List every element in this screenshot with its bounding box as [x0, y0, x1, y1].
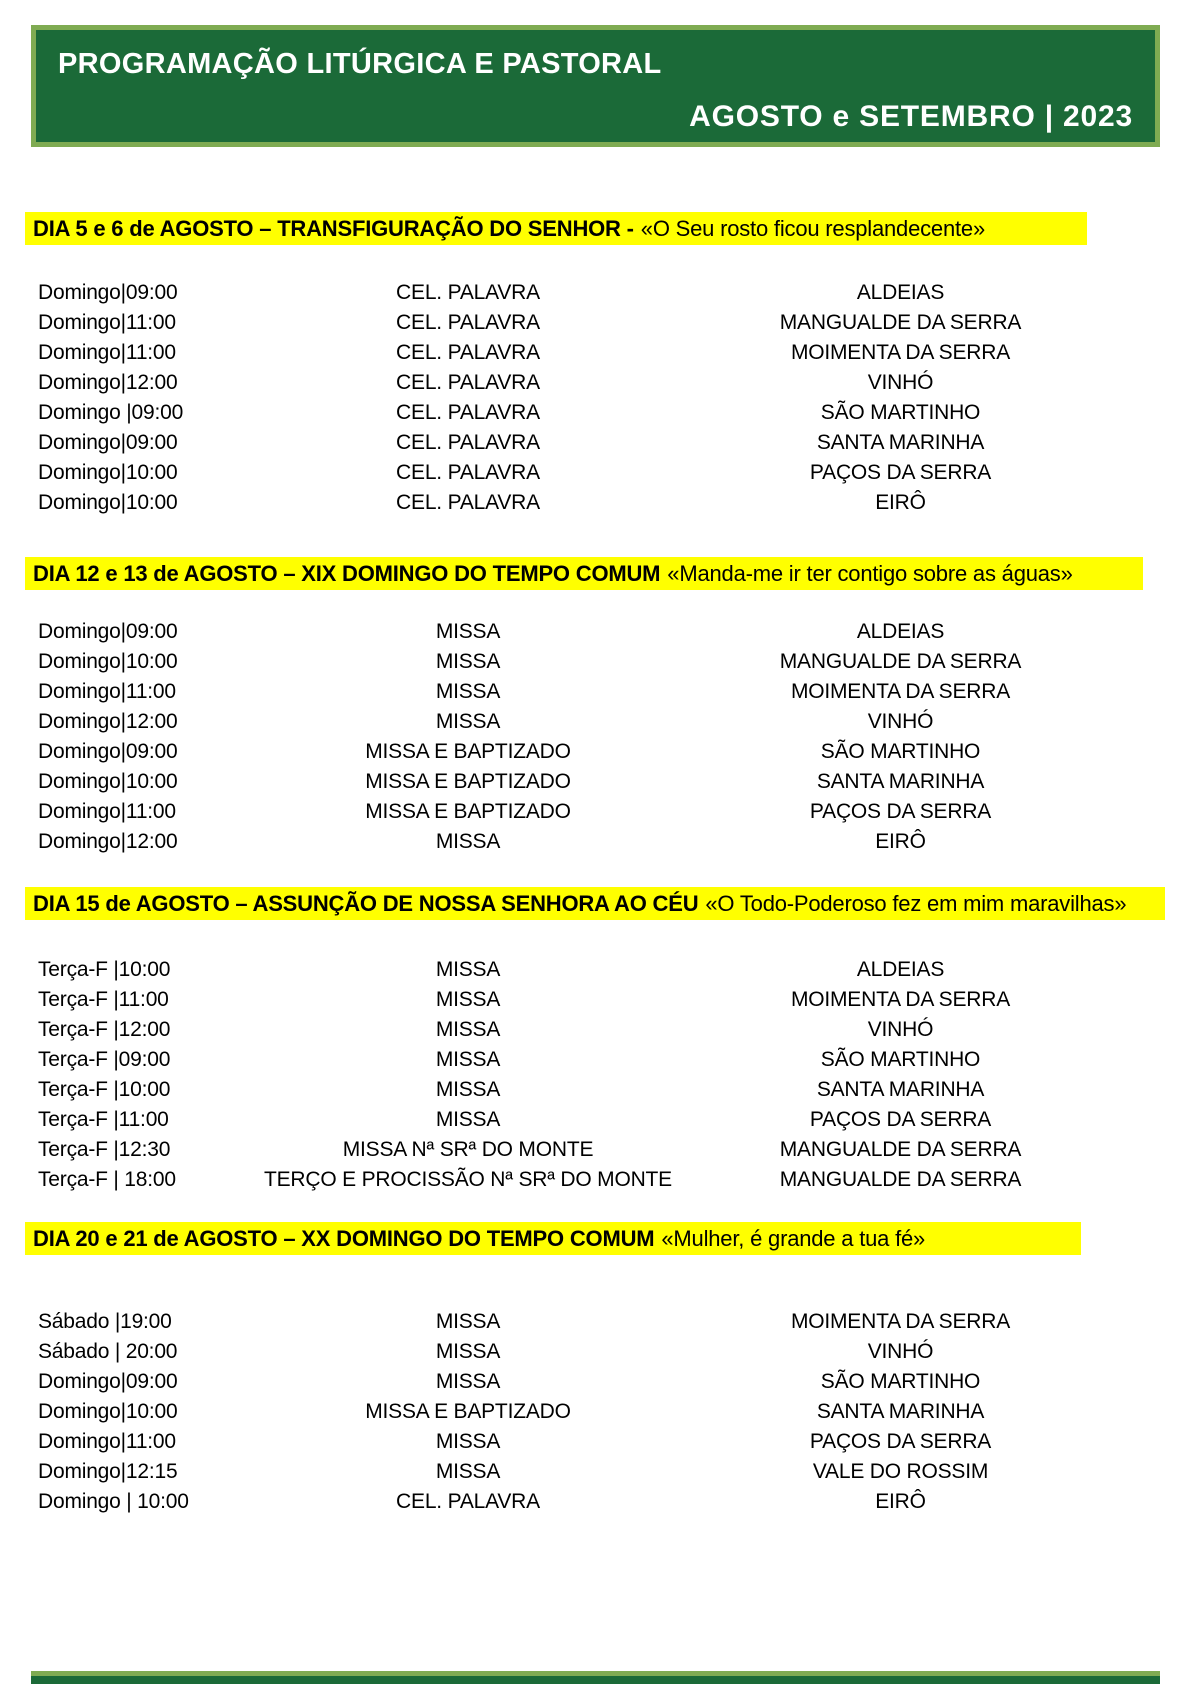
- schedule-row: [38, 398, 1108, 428]
- row-day-time: Domingo|10:00: [38, 770, 178, 793]
- schedule-row: [38, 278, 1108, 308]
- row-location: MANGUALDE DA SERRA: [779, 650, 1022, 673]
- schedule-row: [38, 1165, 1108, 1195]
- row-day-time: Terça-F |11:00: [38, 1108, 169, 1131]
- row-day-time: Domingo|11:00: [38, 311, 176, 334]
- row-celebration: MISSA E BAPTIZADO: [365, 770, 571, 793]
- row-location: SÃO MARTINHO: [820, 1048, 981, 1071]
- row-location: MOIMENTA DA SERRA: [790, 988, 1011, 1011]
- schedule-row: [38, 338, 1108, 368]
- row-location: VALE DO ROSSIM: [812, 1460, 989, 1483]
- row-celebration: CEL. PALAVRA: [396, 371, 540, 394]
- schedule-row: [38, 797, 1108, 827]
- page-title: PROGRAMAÇÃO LITÚRGICA E PASTORAL: [58, 48, 662, 80]
- row-location: SÃO MARTINHO: [820, 1370, 981, 1393]
- schedule-row: [38, 368, 1108, 398]
- row-celebration: CEL. PALAVRA: [396, 401, 540, 424]
- section-heading-quote: «Mulher, é grande a tua fé»: [661, 1226, 926, 1251]
- section-heading-title: DIA 5 e 6 de AGOSTO – TRANSFIGURAÇÃO DO SENHOR -: [33, 216, 634, 241]
- row-day-time: Domingo|11:00: [38, 1430, 176, 1453]
- section-heading: [25, 1222, 1081, 1255]
- row-day-time: Terça-F |11:00: [38, 988, 169, 1011]
- row-celebration: MISSA: [435, 1310, 501, 1333]
- row-location: MOIMENTA DA SERRA: [790, 680, 1011, 703]
- schedule-row: [38, 1457, 1108, 1487]
- row-location: MOIMENTA DA SERRA: [790, 1310, 1011, 1333]
- row-location: SANTA MARINHA: [816, 431, 985, 454]
- header-period: AGOSTO e SETEMBRO | 2023: [689, 100, 1133, 133]
- section-heading-quote: «O Seu rosto ficou resplandecente»: [640, 216, 985, 241]
- section-heading-quote: «O Todo-Poderoso fez em mim maravilhas»: [705, 891, 1127, 916]
- section-rows: [38, 278, 1108, 518]
- row-location: SANTA MARINHA: [816, 770, 985, 793]
- row-celebration: CEL. PALAVRA: [396, 461, 540, 484]
- row-day-time: Domingo|11:00: [38, 800, 176, 823]
- row-location: MANGUALDE DA SERRA: [779, 311, 1022, 334]
- schedule-row: [38, 1427, 1108, 1457]
- row-celebration: CEL. PALAVRA: [396, 341, 540, 364]
- row-day-time: Domingo|11:00: [38, 341, 176, 364]
- row-day-time: Domingo|10:00: [38, 491, 178, 514]
- row-day-time: Domingo|09:00: [38, 431, 178, 454]
- section-heading-title: DIA 15 de AGOSTO – ASSUNÇÃO DE NOSSA SENHORA AO CÉU: [33, 891, 699, 916]
- row-location: PAÇOS DA SERRA: [809, 1430, 992, 1453]
- row-day-time: Terça-F |10:00: [38, 1078, 171, 1101]
- schedule-row: [38, 1075, 1108, 1105]
- schedule-row: [38, 647, 1108, 677]
- row-day-time: Domingo|10:00: [38, 1400, 178, 1423]
- row-celebration: CEL. PALAVRA: [396, 311, 540, 334]
- schedule-row: [38, 1337, 1108, 1367]
- row-day-time: Domingo|09:00: [38, 740, 178, 763]
- row-day-time: Terça-F |09:00: [38, 1048, 171, 1071]
- row-day-time: Domingo|11:00: [38, 680, 176, 703]
- row-day-time: Sábado |19:00: [38, 1310, 172, 1333]
- schedule-row: [38, 827, 1108, 857]
- section-heading: [25, 212, 1087, 245]
- schedule-row: [38, 677, 1108, 707]
- row-celebration: CEL. PALAVRA: [396, 491, 540, 514]
- row-celebration: MISSA E BAPTIZADO: [365, 800, 571, 823]
- header-banner: [31, 25, 1160, 147]
- next-page-banner-edge: [31, 1671, 1160, 1684]
- row-location: VINHÓ: [867, 1340, 934, 1363]
- row-celebration: MISSA: [435, 1460, 501, 1483]
- row-celebration: CEL. PALAVRA: [396, 431, 540, 454]
- row-location: PAÇOS DA SERRA: [809, 800, 992, 823]
- row-location: PAÇOS DA SERRA: [809, 1108, 992, 1131]
- row-day-time: Terça-F |12:30: [38, 1138, 171, 1161]
- row-celebration: MISSA E BAPTIZADO: [365, 1400, 571, 1423]
- row-celebration: MISSA: [435, 650, 501, 673]
- schedule-row: [38, 308, 1108, 338]
- row-celebration: MISSA: [435, 1018, 501, 1041]
- schedule-row: [38, 1045, 1108, 1075]
- row-day-time: Domingo | 10:00: [38, 1490, 189, 1513]
- row-celebration: MISSA: [435, 988, 501, 1011]
- row-location: PAÇOS DA SERRA: [809, 461, 992, 484]
- schedule-row: [38, 1105, 1108, 1135]
- row-location: EIRÔ: [875, 1490, 926, 1513]
- row-day-time: Domingo|10:00: [38, 650, 178, 673]
- section-heading-title: DIA 20 e 21 de AGOSTO – XX DOMINGO DO TEMPO COMUM: [33, 1226, 655, 1251]
- section-heading-title: DIA 12 e 13 de AGOSTO – XIX DOMINGO DO TEMPO COMUM: [33, 561, 661, 586]
- row-celebration: MISSA: [435, 1430, 501, 1453]
- row-location: MOIMENTA DA SERRA: [790, 341, 1011, 364]
- section-heading: [25, 887, 1165, 920]
- schedule-row: [38, 955, 1108, 985]
- row-celebration: CEL. PALAVRA: [396, 281, 540, 304]
- row-location: VINHÓ: [867, 1018, 934, 1041]
- section-rows: [38, 1307, 1108, 1517]
- row-location: VINHÓ: [867, 710, 934, 733]
- schedule-row: [38, 488, 1108, 518]
- row-celebration: MISSA: [435, 1340, 501, 1363]
- schedule-row: [38, 458, 1108, 488]
- section-rows: [38, 617, 1108, 857]
- row-location: MANGUALDE DA SERRA: [779, 1168, 1022, 1191]
- row-location: ALDEIAS: [856, 958, 945, 981]
- row-day-time: Domingo|09:00: [38, 620, 178, 643]
- row-celebration: MISSA: [435, 1048, 501, 1071]
- row-location: VINHÓ: [867, 371, 934, 394]
- row-celebration: TERÇO E PROCISSÃO Nª SRª DO MONTE: [264, 1168, 672, 1191]
- schedule-row: [38, 428, 1108, 458]
- row-celebration: MISSA: [435, 1078, 501, 1101]
- schedule-row: [38, 1487, 1108, 1517]
- section-rows: [38, 955, 1108, 1195]
- row-celebration: MISSA: [435, 710, 501, 733]
- row-celebration: MISSA Nª SRª DO MONTE: [342, 1138, 594, 1161]
- row-day-time: Domingo|09:00: [38, 281, 178, 304]
- row-celebration: MISSA: [435, 1370, 501, 1393]
- row-day-time: Terça-F |10:00: [38, 958, 171, 981]
- row-day-time: Domingo |09:00: [38, 401, 184, 424]
- row-day-time: Terça-F | 18:00: [38, 1168, 176, 1191]
- schedule-row: [38, 985, 1108, 1015]
- row-day-time: Domingo|12:00: [38, 830, 178, 853]
- row-location: ALDEIAS: [856, 281, 945, 304]
- row-location: SÃO MARTINHO: [820, 401, 981, 424]
- schedule-row: [38, 1135, 1108, 1165]
- row-celebration: MISSA: [435, 620, 501, 643]
- row-location: ALDEIAS: [856, 620, 945, 643]
- schedule-row: [38, 1015, 1108, 1045]
- row-day-time: Domingo|12:00: [38, 371, 178, 394]
- row-day-time: Domingo|12:00: [38, 710, 178, 733]
- section-heading-quote: «Manda-me ir ter contigo sobre as águas»: [667, 561, 1073, 586]
- row-location: SANTA MARINHA: [816, 1078, 985, 1101]
- schedule-row: [38, 1307, 1108, 1337]
- schedule-row: [38, 1397, 1108, 1427]
- row-location: MANGUALDE DA SERRA: [779, 1138, 1022, 1161]
- row-celebration: MISSA E BAPTIZADO: [365, 740, 571, 763]
- schedule-row: [38, 737, 1108, 767]
- row-day-time: Sábado | 20:00: [38, 1340, 178, 1363]
- schedule-row: [38, 1367, 1108, 1397]
- row-location: SÃO MARTINHO: [820, 740, 981, 763]
- row-day-time: Domingo|10:00: [38, 461, 178, 484]
- row-celebration: MISSA: [435, 680, 501, 703]
- row-location: EIRÔ: [875, 830, 926, 853]
- row-celebration: CEL. PALAVRA: [396, 1490, 540, 1513]
- row-celebration: MISSA: [435, 830, 501, 853]
- schedule-row: [38, 707, 1108, 737]
- row-location: EIRÔ: [875, 491, 926, 514]
- row-celebration: MISSA: [435, 1108, 501, 1131]
- schedule-row: [38, 617, 1108, 647]
- section-heading: [25, 557, 1143, 590]
- row-celebration: MISSA: [435, 958, 501, 981]
- row-day-time: Domingo|09:00: [38, 1370, 178, 1393]
- row-location: SANTA MARINHA: [816, 1400, 985, 1423]
- row-day-time: Domingo|12:15: [38, 1460, 178, 1483]
- row-day-time: Terça-F |12:00: [38, 1018, 171, 1041]
- schedule-row: [38, 767, 1108, 797]
